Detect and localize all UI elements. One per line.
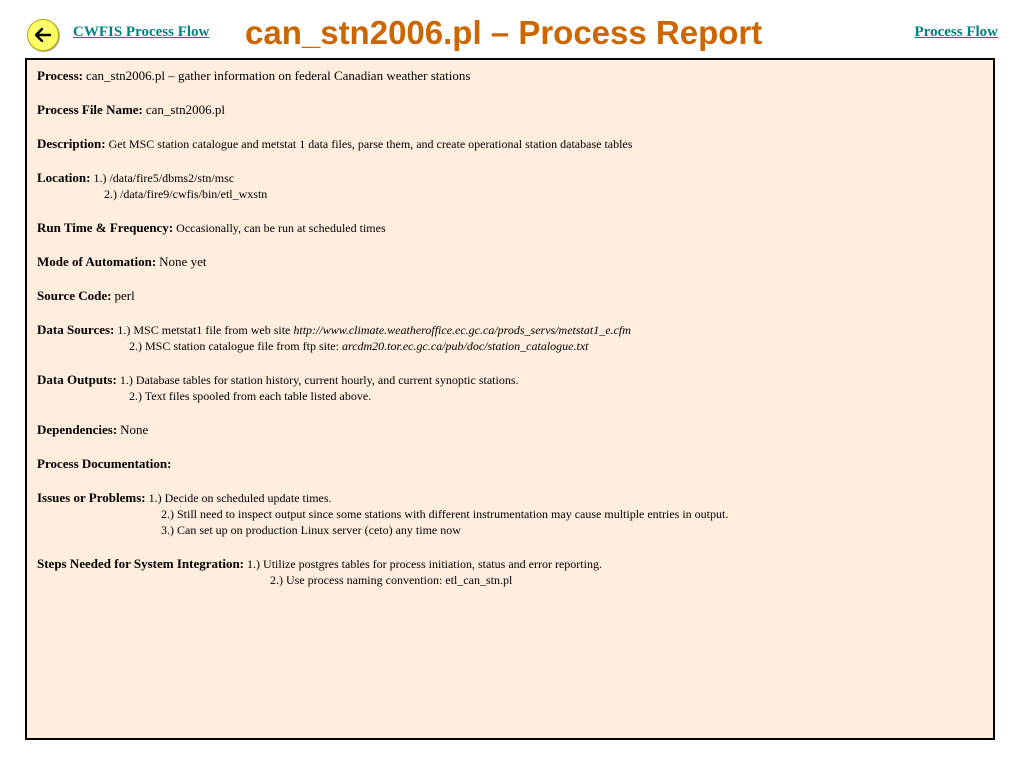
- field-documentation: [37, 456, 993, 472]
- issue-1: 1.) Decide on scheduled update times.: [148, 491, 332, 505]
- page-title: can_stn2006.pl – Process Report: [245, 14, 763, 51]
- file-name-value: can_stn2006.pl: [145, 102, 225, 117]
- field-data-outputs: [37, 372, 993, 404]
- data-source-2-url: arcdm20.tor.ec.gc.ca/pub/doc/station_catalogue.txt: [341, 339, 589, 353]
- issue-2: 2.) Still need to inspect output since some stations with different instrumentation may cause multiple entries in output.: [161, 507, 729, 521]
- source-code-value: perl: [114, 288, 135, 303]
- cwfis-process-flow-link[interactable]: CWFIS Process Flow: [73, 24, 210, 40]
- run-time-label: Run Time & Frequency:: [37, 220, 174, 235]
- automation-label: Mode of Automation:: [37, 254, 157, 269]
- data-source-2-text: 2.) MSC station catalogue file from ftp site:: [129, 339, 342, 353]
- field-description: [37, 136, 993, 152]
- documentation-label: Process Documentation:: [37, 456, 172, 471]
- data-outputs-label: Data Outputs:: [37, 372, 117, 387]
- file-name-label: Process File Name:: [37, 102, 143, 117]
- field-location: [37, 170, 993, 202]
- data-output-2: 2.) Text files spooled from each table listed above.: [129, 389, 372, 403]
- field-dependencies: [37, 422, 993, 438]
- run-time-value: Occasionally, can be run at scheduled times: [176, 221, 386, 235]
- field-issues: [37, 490, 993, 538]
- field-automation: [37, 254, 993, 270]
- process-value: can_stn2006.pl – gather information on federal Canadian weather stations: [85, 68, 471, 83]
- field-process: [37, 68, 993, 84]
- data-output-1: 1.) Database tables for station history, current hourly, and current synoptic stations.: [119, 373, 519, 387]
- location-line-2: 2.) /data/fire9/cwfis/bin/etl_wxstn: [104, 187, 268, 201]
- field-source-code: [37, 288, 993, 304]
- issues-label: Issues or Problems:: [37, 490, 146, 505]
- field-run-time: [37, 220, 993, 236]
- process-label: Process:: [37, 68, 83, 83]
- field-data-sources: [37, 322, 993, 354]
- step-1: 1.) Utilize postgres tables for process initiation, status and error reporting.: [247, 557, 602, 571]
- issue-3: 3.) Can set up on production Linux server (ceto) any time now: [161, 523, 461, 537]
- steps-label: Steps Needed for System Integration:: [37, 556, 245, 571]
- field-file-name: [37, 102, 993, 118]
- automation-value: None yet: [159, 254, 207, 269]
- data-source-1-url: http://www.climate.weatheroffice.ec.gc.ca/prods_servs/metstat1_e.cfm: [293, 323, 631, 337]
- back-button[interactable]: [27, 19, 59, 51]
- step-2: 2.) Use process naming convention: etl_can_stn.pl: [270, 573, 513, 587]
- data-source-1-text: 1.) MSC metstat1 file from web site: [117, 323, 294, 337]
- process-report-panel: [25, 58, 995, 740]
- dependencies-value: None: [120, 422, 149, 437]
- location-line-1: 1.) /data/fire5/dbms2/stn/msc: [93, 171, 235, 185]
- description-value: Get MSC station catalogue and metstat 1 data files, parse them, and create operational station database tables: [108, 137, 633, 151]
- location-label: Location:: [37, 170, 91, 185]
- dependencies-label: Dependencies:: [37, 422, 118, 437]
- data-sources-label: Data Sources:: [37, 322, 115, 337]
- description-label: Description:: [37, 136, 106, 151]
- field-steps: [37, 556, 993, 588]
- left-arrow-icon: [35, 28, 51, 42]
- source-code-label: Source Code:: [37, 288, 112, 303]
- process-flow-link[interactable]: Process Flow: [914, 24, 998, 40]
